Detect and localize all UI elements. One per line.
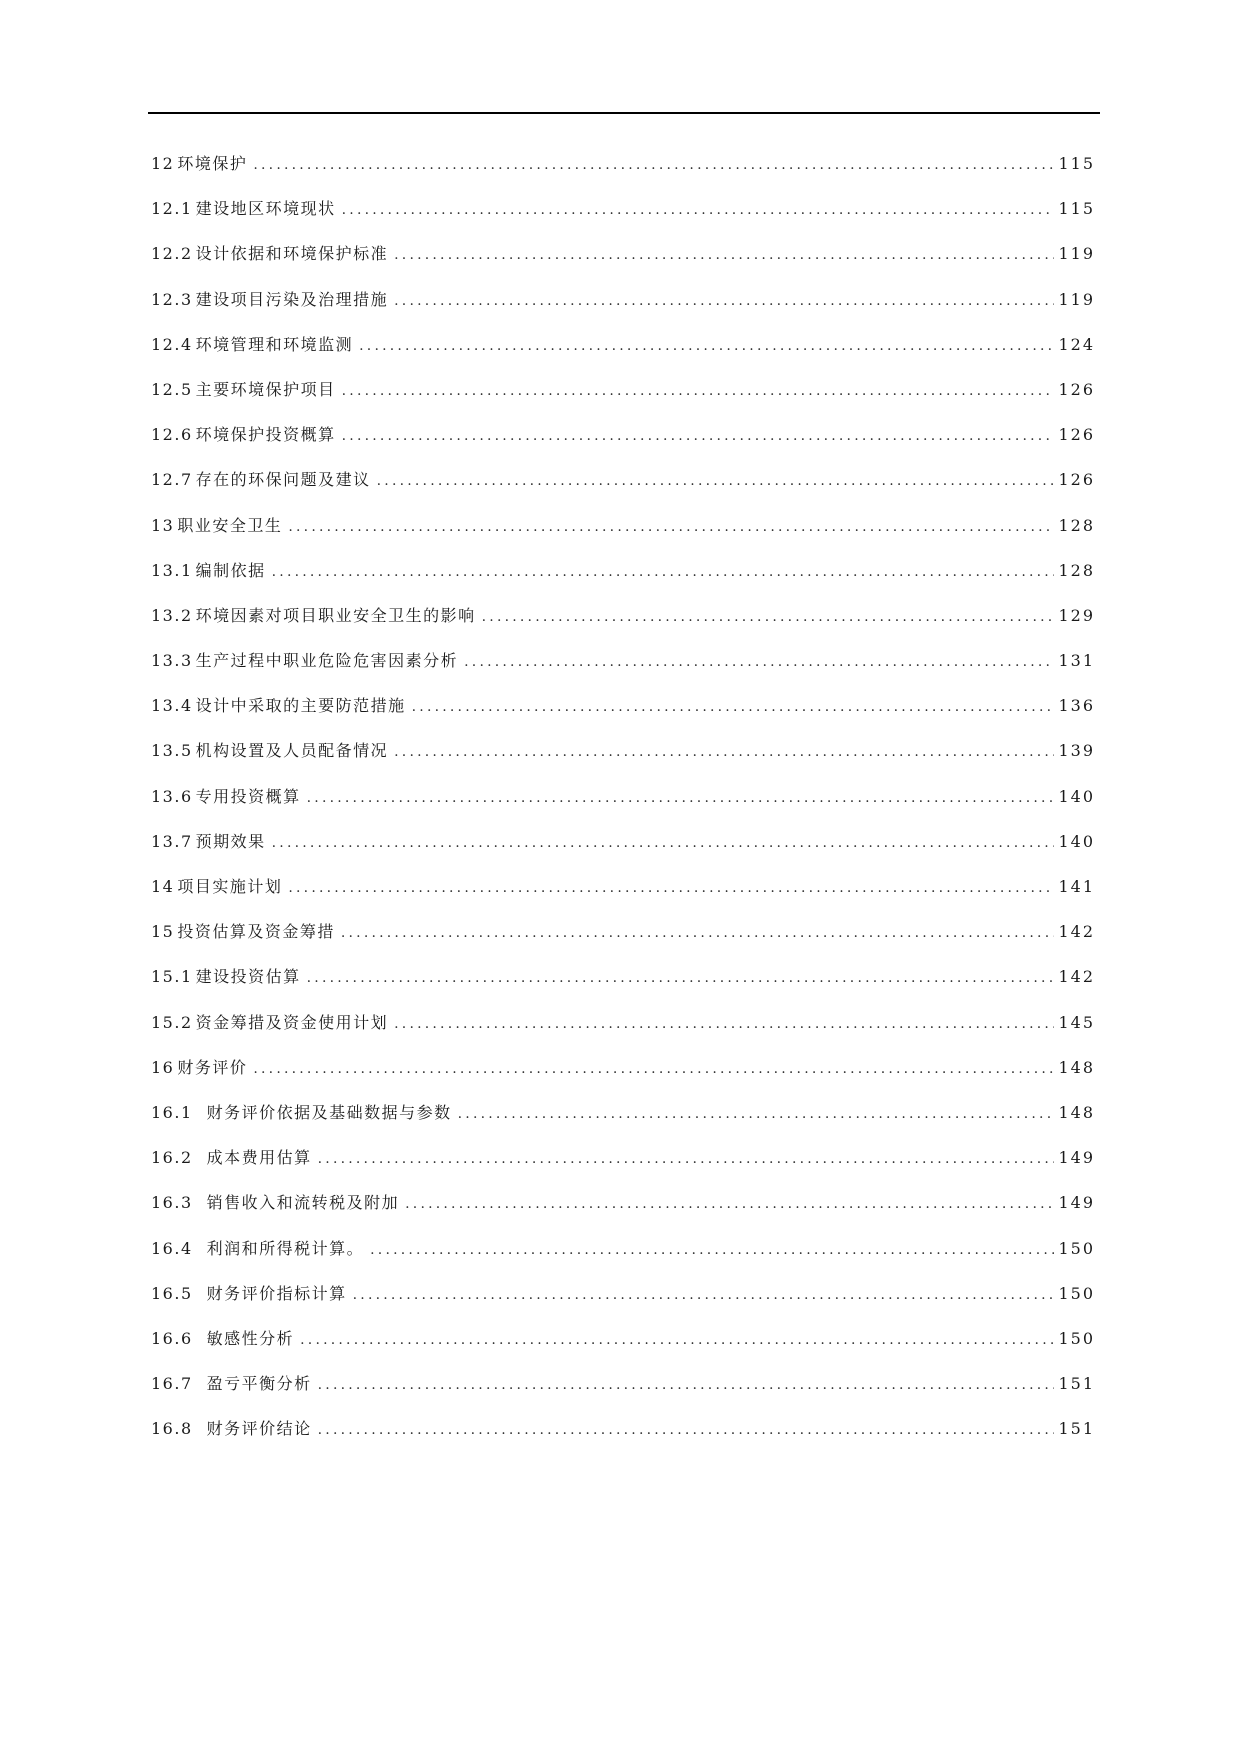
toc-dot-leader <box>272 564 1055 580</box>
toc-entry[interactable] <box>151 1326 1095 1371</box>
toc-entry-title: 建设地区环境现状 <box>195 199 336 219</box>
toc-entry-number: 14 <box>151 877 175 896</box>
toc-dot-leader <box>300 1332 1054 1348</box>
toc-entry-page-number: 128 <box>1058 560 1095 580</box>
toc-entry-page-number: 150 <box>1058 1283 1095 1303</box>
toc-entry[interactable] <box>151 603 1095 648</box>
toc-entry-title: 投资估算及资金筹措 <box>177 922 335 942</box>
toc-dot-leader <box>394 293 1054 309</box>
toc-entry-page-number: 115 <box>1058 154 1095 173</box>
toc-entry-page-number: 129 <box>1058 605 1095 625</box>
toc-dot-leader <box>482 609 1055 625</box>
toc-entry-title: 编制依据 <box>195 560 266 580</box>
toc-entry[interactable] <box>151 784 1095 829</box>
toc-entry-number: 16.5 <box>151 1283 193 1303</box>
toc-dot-leader <box>458 1106 1055 1122</box>
toc-entry-number: 13.5 <box>151 741 193 761</box>
toc-entry[interactable] <box>151 648 1095 693</box>
toc-entry-title: 职业安全卫生 <box>177 515 283 535</box>
toc-entry-title: 环境保护投资概算 <box>195 425 336 445</box>
toc-entry-number: 12.6 <box>151 425 193 445</box>
toc-entry-page-number: 119 <box>1058 289 1095 309</box>
toc-entry-title: 设计依据和环境保护标准 <box>195 244 389 264</box>
toc-dot-leader <box>318 1377 1055 1393</box>
toc-entry-page-number: 149 <box>1058 1193 1095 1213</box>
toc-dot-leader <box>342 383 1055 399</box>
toc-entry[interactable] <box>151 1371 1095 1416</box>
toc-entry-title: 财务评价依据及基础数据与参数 <box>206 1102 452 1122</box>
toc-entry[interactable] <box>151 1281 1095 1326</box>
toc-entry[interactable] <box>151 964 1095 1009</box>
toc-entry-number: 16.8 <box>151 1419 193 1439</box>
toc-entry-title: 建设投资估算 <box>195 967 301 987</box>
toc-entry-title: 预期效果 <box>195 831 266 851</box>
toc-entry-page-number: 141 <box>1058 877 1095 896</box>
toc-entry[interactable] <box>151 241 1095 286</box>
toc-dot-leader <box>394 247 1054 263</box>
toc-entry-page-number: 148 <box>1058 1102 1095 1122</box>
toc-entry-page-number: 119 <box>1058 244 1095 264</box>
toc-entry[interactable] <box>151 693 1095 738</box>
toc-dot-leader <box>464 654 1054 670</box>
toc-dot-leader <box>370 1242 1054 1258</box>
toc-entry-page-number: 139 <box>1058 741 1095 761</box>
toc-entry[interactable] <box>151 829 1095 874</box>
toc-entry-page-number: 151 <box>1058 1374 1095 1394</box>
toc-entry-number: 12.5 <box>151 379 193 399</box>
toc-entry-title: 财务评价结论 <box>206 1419 312 1439</box>
toc-entry[interactable] <box>151 738 1095 783</box>
toc-entry[interactable] <box>151 287 1095 332</box>
toc-entry-page-number: 140 <box>1058 786 1095 806</box>
toc-entry-title: 设计中采取的主要防范措施 <box>195 696 406 716</box>
toc-entry-number: 13.1 <box>151 560 193 580</box>
toc-entry-title: 财务评价 <box>177 1057 248 1077</box>
toc-entry-title: 销售收入和流转税及附加 <box>206 1193 400 1213</box>
toc-entry[interactable] <box>151 1190 1095 1235</box>
toc-entry-number: 13.6 <box>151 786 193 806</box>
toc-entry-title: 建设项目污染及治理措施 <box>195 289 389 309</box>
toc-entry-page-number: 142 <box>1058 922 1095 942</box>
toc-entry-page-number: 128 <box>1058 515 1095 535</box>
toc-entry[interactable] <box>151 422 1095 467</box>
toc-entry-page-number: 150 <box>1058 1328 1095 1348</box>
toc-entry-page-number: 136 <box>1058 696 1095 716</box>
toc-entry[interactable] <box>151 1010 1095 1055</box>
toc-entry-page-number: 148 <box>1058 1057 1095 1077</box>
toc-dot-leader <box>318 1422 1055 1438</box>
toc-entry-number: 13 <box>151 515 175 535</box>
toc-entry[interactable] <box>151 151 1095 196</box>
toc-entry-number: 12.3 <box>151 289 193 309</box>
toc-dot-leader <box>359 338 1054 354</box>
toc-entry-page-number: 151 <box>1058 1419 1095 1439</box>
toc-entry[interactable] <box>151 1055 1095 1100</box>
toc-entry[interactable] <box>151 196 1095 241</box>
toc-entry-number: 16 <box>151 1057 175 1077</box>
toc-entry-number: 13.7 <box>151 831 193 851</box>
toc-entry-page-number: 124 <box>1058 334 1095 354</box>
toc-entry-title: 存在的环保问题及建议 <box>195 470 371 490</box>
toc-entry[interactable] <box>151 1100 1095 1145</box>
toc-dot-leader <box>272 835 1055 851</box>
toc-entry-title: 主要环境保护项目 <box>195 379 336 399</box>
toc-dot-leader <box>307 790 1055 806</box>
toc-entry-page-number: 145 <box>1058 1012 1095 1032</box>
toc-entry-title: 环境因素对项目职业安全卫生的影响 <box>195 605 476 625</box>
toc-entry-title: 敏感性分析 <box>206 1328 295 1348</box>
toc-entry[interactable] <box>151 332 1095 377</box>
toc-entry-page-number: 150 <box>1058 1238 1095 1258</box>
toc-entry-page-number: 131 <box>1058 651 1095 671</box>
toc-entry-page-number: 140 <box>1058 831 1095 851</box>
toc-entry[interactable] <box>151 558 1095 603</box>
toc-entry-number: 13.2 <box>151 605 193 625</box>
toc-entry-number: 12.2 <box>151 244 193 264</box>
toc-dot-leader <box>412 699 1055 715</box>
toc-dot-leader <box>394 1016 1054 1032</box>
toc-entry-title: 利润和所得税计算。 <box>206 1238 365 1258</box>
toc-entry-title: 资金筹措及资金使用计划 <box>195 1012 389 1032</box>
toc-dot-leader <box>253 157 1054 173</box>
toc-entry-number: 16.4 <box>151 1238 193 1258</box>
toc-dot-leader <box>288 519 1054 535</box>
toc-entry-number: 12.4 <box>151 334 193 354</box>
toc-dot-leader <box>405 1196 1054 1212</box>
toc-entry-number: 12 <box>151 154 175 173</box>
toc-entry-title: 专用投资概算 <box>195 786 301 806</box>
toc-dot-leader <box>342 202 1055 218</box>
toc-entry[interactable] <box>151 467 1095 512</box>
toc-dot-leader <box>394 744 1054 760</box>
toc-entry-number: 12.1 <box>151 199 193 219</box>
toc-dot-leader <box>307 970 1055 986</box>
toc-entry-page-number: 149 <box>1058 1148 1095 1168</box>
toc-dot-leader <box>288 880 1054 896</box>
toc-entry[interactable] <box>151 1145 1095 1190</box>
toc-entry-number: 12.7 <box>151 470 193 490</box>
toc-dot-leader <box>377 473 1055 489</box>
toc-entry-title: 环境保护 <box>177 154 248 173</box>
toc-entry[interactable] <box>151 1416 1095 1461</box>
toc-entry-number: 15.1 <box>151 967 193 987</box>
toc-dot-leader <box>353 1287 1055 1303</box>
toc-entry-number: 15 <box>151 922 175 942</box>
toc-entry-title: 环境管理和环境监测 <box>195 334 354 354</box>
toc-entry-number: 16.2 <box>151 1148 193 1168</box>
toc-entry-number: 16.3 <box>151 1193 193 1213</box>
toc-entry-number: 13.4 <box>151 696 193 716</box>
toc-dot-leader <box>318 1151 1055 1167</box>
toc-entry-page-number: 126 <box>1058 425 1095 445</box>
toc-dot-leader <box>253 1061 1054 1077</box>
toc-entry[interactable] <box>151 377 1095 422</box>
toc-entry[interactable] <box>151 1236 1095 1281</box>
toc-entry-number: 16.7 <box>151 1374 193 1394</box>
toc-entry[interactable] <box>151 513 1095 558</box>
toc-entry[interactable] <box>151 874 1095 919</box>
toc-entry-page-number: 142 <box>1058 967 1095 987</box>
header-rule <box>148 112 1100 114</box>
toc-entry[interactable] <box>151 919 1095 964</box>
toc-entry-title: 成本费用估算 <box>206 1148 312 1168</box>
toc-entry-page-number: 115 <box>1058 199 1095 219</box>
toc-entry-title: 机构设置及人员配备情况 <box>195 741 389 761</box>
toc-entry-title: 生产过程中职业危险危害因素分析 <box>195 651 459 671</box>
table-of-contents <box>151 151 1095 1461</box>
toc-entry-page-number: 126 <box>1058 470 1095 490</box>
toc-dot-leader <box>341 925 1055 941</box>
toc-entry-number: 16.6 <box>151 1328 193 1348</box>
toc-dot-leader <box>342 428 1055 444</box>
toc-entry-number: 15.2 <box>151 1012 193 1032</box>
toc-entry-title: 财务评价指标计算 <box>206 1283 347 1303</box>
toc-entry-number: 13.3 <box>151 651 193 671</box>
toc-entry-title: 项目实施计划 <box>177 877 283 896</box>
toc-entry-title: 盈亏平衡分析 <box>206 1374 312 1394</box>
toc-entry-number: 16.1 <box>151 1102 193 1122</box>
toc-entry-page-number: 126 <box>1058 379 1095 399</box>
